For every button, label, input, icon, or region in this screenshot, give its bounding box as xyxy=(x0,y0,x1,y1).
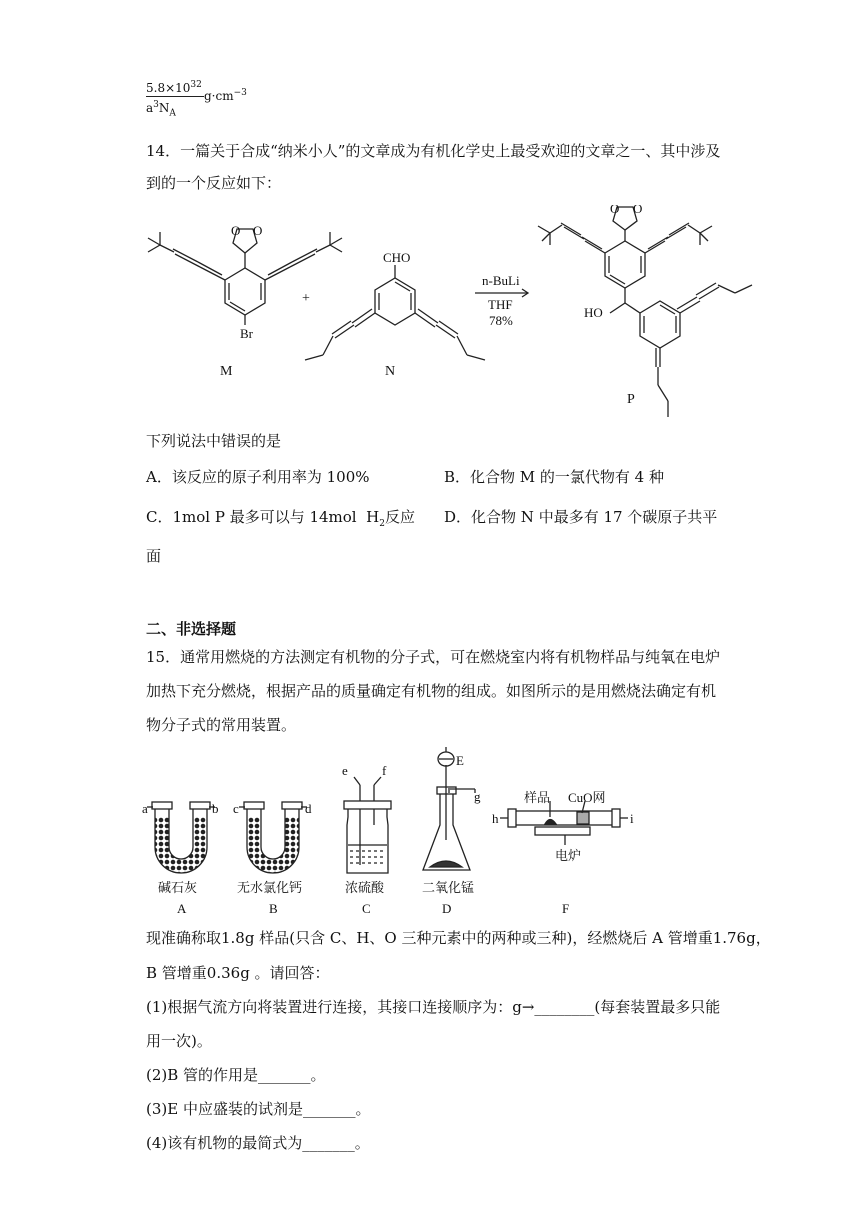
label-CHO: CHO xyxy=(383,250,411,265)
label-E: E xyxy=(456,753,464,768)
label-B: B xyxy=(269,901,278,916)
q15-sub1-line1: (1)根据气流方向将装置进行连接，其接口连接顺序为：g→________(每套装置最多只能 xyxy=(146,998,721,1016)
molecule-P xyxy=(538,207,752,417)
port-h: h xyxy=(492,811,499,826)
port-g: g xyxy=(474,789,481,804)
label-O1: O xyxy=(231,223,241,238)
density-fraction xyxy=(146,78,204,120)
fraction-denominator: $a^3N_A$ xyxy=(146,100,176,119)
fraction-numerator: $5.8\times 10^{32}$ xyxy=(146,80,202,95)
q14-option-b: B．化合物 M 的一氯代物有 4 种 xyxy=(444,468,664,486)
wash-bottle-C xyxy=(344,777,391,873)
label-F: F xyxy=(562,901,570,916)
q14-option-c: C．1mol P 最多可以与 14mol $H_2$反应 xyxy=(146,508,415,529)
q14-stem-line1: 14．一篇关于合成“纳米小人”的文章成为有机化学史上最受欢迎的文章之一、其中涉及 xyxy=(146,142,721,160)
label-cuo: CuO网 xyxy=(568,790,606,805)
reaction-scheme xyxy=(140,205,760,420)
label-cacl2: 无水氯化钙 xyxy=(237,880,303,895)
label-O3: O xyxy=(610,205,620,216)
flask-D xyxy=(423,747,475,870)
q15-sub1-line2: 用一次)。 xyxy=(146,1032,212,1050)
q15-data-line2: B 管增重0.36g 。请回答： xyxy=(146,964,330,982)
molecule-M xyxy=(148,229,342,325)
q14-option-d: D．化合物 N 中最多有 17 个碳原子共平 xyxy=(444,508,718,526)
plus-sign: + xyxy=(302,291,310,306)
label-D: D xyxy=(442,901,452,916)
q14-stem-line2: 到的一个反应如下： xyxy=(146,174,282,192)
port-c: c xyxy=(233,801,239,816)
port-a: a xyxy=(142,801,148,816)
q15-sub2: (2)B 管的作用是_______。 xyxy=(146,1066,326,1084)
q15-sub4: (4)该有机物的最简式为_______。 xyxy=(146,1134,370,1152)
u-tube-B xyxy=(239,802,307,873)
q15-sub3: (3)E 中应盛装的试剂是_______。 xyxy=(146,1100,371,1118)
combustion-tube-F xyxy=(500,801,628,845)
q14-prompt: 下列说法中错误的是 xyxy=(146,432,282,450)
density-unit: $g\cdot cm^{-3}$ xyxy=(204,88,247,103)
q15-stem-line2: 加热下充分燃烧，根据产品的质量确定有机物的组成。如图所示的是用燃烧法确定有机 xyxy=(146,682,717,700)
label-reagent: n-BuLi xyxy=(482,273,520,288)
label-M: M xyxy=(220,364,233,379)
label-furnace: 电炉 xyxy=(555,848,582,863)
q15-stem-line3: 物分子式的常用装置。 xyxy=(146,716,297,734)
label-soda-lime: 碱石灰 xyxy=(158,880,198,895)
apparatus-diagram xyxy=(140,745,660,920)
q15-data-line1: 现准确称取1.8g 样品(只含 C、H、O 三种元素中的两种或三种)，经燃烧后 A 管增重1.76g， xyxy=(146,929,771,947)
label-Br: Br xyxy=(240,326,253,341)
label-P: P xyxy=(627,392,635,407)
label-sample: 样品 xyxy=(524,790,551,805)
molecule-N xyxy=(305,265,485,360)
port-b: b xyxy=(212,801,219,816)
section-heading: 二、非选择题 xyxy=(146,620,237,638)
label-O4: O xyxy=(633,205,643,216)
port-i: i xyxy=(630,811,634,826)
label-yield: 78% xyxy=(489,313,513,328)
label-O2: O xyxy=(253,223,263,238)
q14-option-a: A．该反应的原子利用率为 100% xyxy=(146,468,370,486)
q15-stem-line1: 15．通常用燃烧的方法测定有机物的分子式，可在燃烧室内将有机物样品与纯氧在电炉 xyxy=(146,648,721,666)
label-C: C xyxy=(362,901,371,916)
label-solvent: THF xyxy=(488,297,513,312)
label-N: N xyxy=(385,364,396,379)
label-HO: HO xyxy=(584,305,603,320)
label-mno2: 二氧化锰 xyxy=(422,880,475,895)
q14-option-d-cont: 面 xyxy=(146,547,162,565)
port-f: f xyxy=(382,763,387,778)
port-e: e xyxy=(342,763,348,778)
label-h2so4: 浓硫酸 xyxy=(345,880,385,895)
label-A: A xyxy=(177,901,187,916)
port-d: d xyxy=(305,801,312,816)
u-tube-A xyxy=(147,802,215,873)
